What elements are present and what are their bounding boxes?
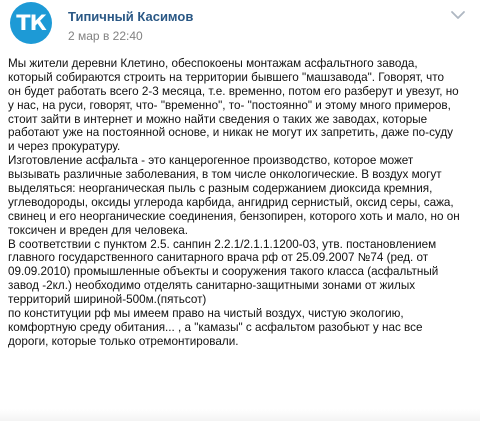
- post-text: [8, 57, 470, 349]
- avatar-logo-text: ТК: [16, 11, 46, 35]
- post-text-line: выделяться: неорганическая пыль с разным содержанием диоксида кремния,: [8, 182, 433, 196]
- post-text-line: Мы жители деревни Клетино, обеспокоены монтажам асфальтного завода,: [8, 57, 418, 70]
- post-text-line: Изготовление асфальта - это канцерогенное производство, которое может: [8, 154, 414, 168]
- post-text-line: свинец и его неорганические соединения, бензопирен, которого хоть и мало, но он: [8, 209, 460, 223]
- post-text-line: токсичен и вреден для человека.: [8, 223, 188, 237]
- post-text-line: главного государственного санитарного врача рф от 25.09.2007 №74 (ред. от: [8, 251, 429, 265]
- post-author-link[interactable]: Типичный Касимов: [68, 9, 194, 24]
- post-text-line: дороги, которые только отремонтировали.: [8, 334, 239, 348]
- post-text-line: завод -2кл.) необходимо отделять санитарно-защитными зонами от жилых: [8, 279, 416, 293]
- post-date[interactable]: 2 мар в 22:40: [68, 29, 143, 43]
- post-text-line: территорий шириной-500м.(пятьсот): [8, 293, 207, 307]
- post-text-line: 09.09.2010) промышленные объекты и сооружения такого класса (асфальтный: [8, 265, 439, 279]
- post-header: [10, 2, 470, 46]
- post-text-line: комфортную среду обитания... , а "камазы" с асфальтом разобьют у нас все: [8, 320, 423, 334]
- chevron-down-icon[interactable]: [450, 10, 466, 20]
- post-text-line: он будет работать всего 2-3 месяца, т.е. временно, потом его разберут и увезут, но: [8, 84, 459, 98]
- post-text-line: стоит зайти в интернет и можно найти сведения о таких же заводах, которые: [8, 112, 428, 126]
- avatar[interactable]: [10, 2, 52, 44]
- post-text-line: у нас, на руси, говорят, что- "временно", то- "постоянно" и этому много примеров,: [8, 98, 451, 112]
- post-text-line: В соответствии с пунктом 2.5. санпин 2.2.1/2.1.1.1200-03, утв. постановлением: [8, 237, 437, 251]
- post-text-line: работают уже на постоянной основе, и никак не могут их запретить, даже по-суду: [8, 126, 454, 140]
- post-text-line: который собираются строить на территории бывшего "машзавода". Говорят, что: [8, 70, 444, 84]
- post-text-line: по конституции рф мы имеем право на чистый воздух, чистую экологию,: [8, 307, 404, 321]
- post-text-line: вызывать различные заболевания, в том числе онкологические. В воздух могут: [8, 168, 442, 182]
- bottom-fade: [0, 409, 480, 421]
- post-text-line: и через прокуратуру.: [8, 140, 121, 154]
- post-text-line: углеводороды, оксиды углерода карбида, ангидрид сернистый, оксид серы, сажа,: [8, 195, 454, 209]
